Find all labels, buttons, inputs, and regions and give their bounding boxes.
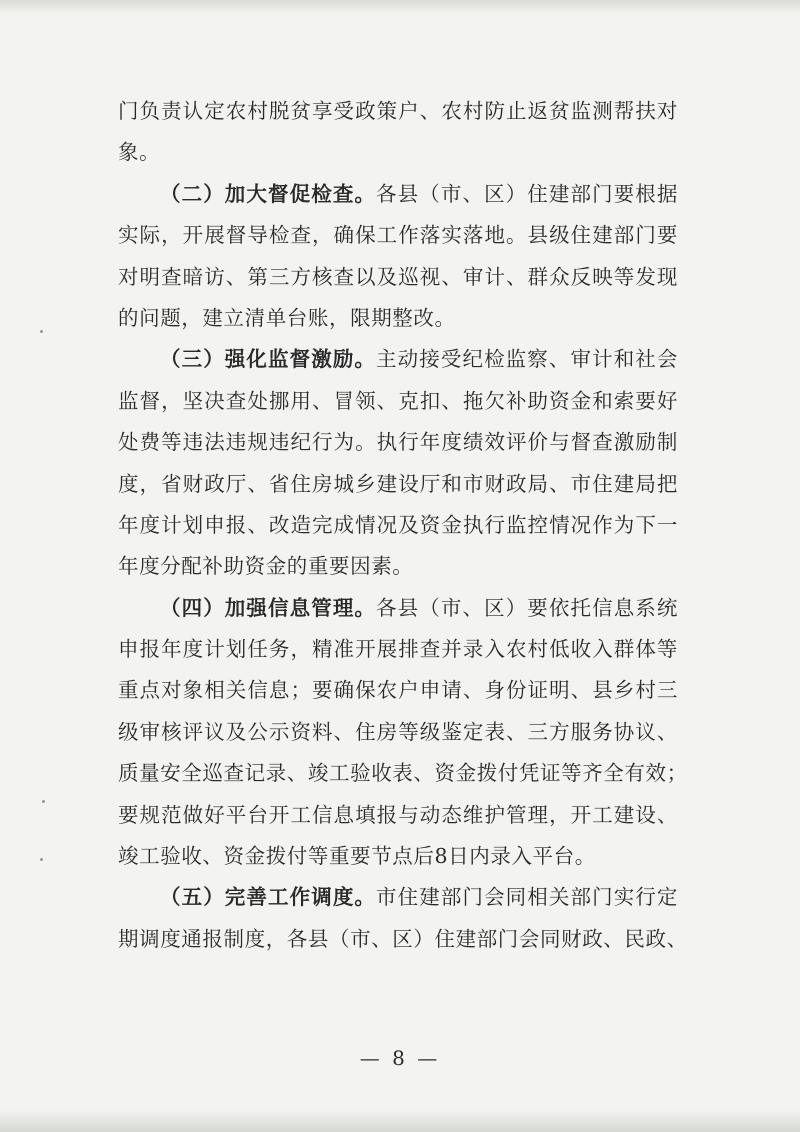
section-heading-line bbox=[118, 882, 678, 912]
section-heading: （四）加强信息管理。 bbox=[160, 595, 377, 620]
body-text-line bbox=[118, 675, 678, 705]
section-heading-line bbox=[118, 593, 678, 623]
section-heading: （二）加大督促检查。 bbox=[160, 181, 377, 206]
body-text-line bbox=[118, 262, 678, 292]
line-text: 申报年度计划任务，精准开展排查并录入农村低收入群体等 bbox=[118, 637, 678, 662]
line-text: 度，省财政厅、省住房城乡建设厅和市财政局、市住建局把 bbox=[118, 471, 678, 496]
section-heading-line bbox=[118, 179, 678, 209]
line-text: 质量安全巡查记录、竣工验收表、资金拨付凭证等齐全有效； bbox=[118, 761, 688, 786]
line-text: 级审核评议及公示资料、住房等级鉴定表、三方服务协议、 bbox=[118, 719, 678, 744]
scan-speck bbox=[40, 858, 43, 861]
body-text-line bbox=[118, 427, 678, 457]
body-text-line bbox=[118, 758, 688, 788]
body-text-line bbox=[118, 469, 678, 499]
line-text: 的问题，建立清单台账，限期整改。 bbox=[118, 305, 456, 330]
section-heading-line bbox=[118, 344, 678, 374]
body-text-line bbox=[118, 220, 678, 250]
line-text: 市住建部门会同相关部门实行定 bbox=[376, 885, 678, 910]
line-text: 各县（市、区）住建部门要根据 bbox=[376, 181, 678, 206]
section-heading: （三）强化监督激励。 bbox=[160, 347, 377, 372]
line-text: 象。 bbox=[118, 140, 161, 165]
scan-bottom-edge bbox=[0, 1110, 800, 1132]
body-text-line bbox=[118, 717, 678, 747]
line-text: 年度分配补助资金的重要因素。 bbox=[118, 554, 414, 579]
body-text-line bbox=[118, 303, 678, 333]
body-text-line bbox=[118, 137, 678, 167]
scan-speck bbox=[40, 330, 43, 333]
body-text-line bbox=[118, 551, 678, 581]
body-text-line bbox=[118, 924, 688, 954]
line-text: 监督，坚决查处挪用、冒领、克扣、拖欠补助资金和索要好 bbox=[118, 388, 678, 413]
section-heading: （五）完善工作调度。 bbox=[160, 885, 377, 910]
line-text: 主动接受纪检监察、审计和社会 bbox=[376, 347, 678, 372]
line-text: 重点对象相关信息；要确保农户申请、身份证明、县乡村三 bbox=[118, 678, 678, 703]
document-body bbox=[118, 96, 688, 965]
body-text-line bbox=[118, 841, 678, 871]
line-text: 要规范做好平台开工信息填报与动态维护管理，开工建设、 bbox=[118, 802, 678, 827]
body-text-line bbox=[118, 386, 678, 416]
body-text-line bbox=[118, 634, 678, 664]
line-text: 期调度通报制度，各县（市、区）住建部门会同财政、民政、 bbox=[118, 926, 688, 951]
scan-top-edge bbox=[0, 0, 800, 14]
body-text-line bbox=[118, 800, 678, 830]
line-text: 年度计划申报、改造完成情况及资金执行监控情况作为下一 bbox=[118, 512, 678, 537]
line-text: 竣工验收、资金拨付等重要节点后8日内录入平台。 bbox=[118, 844, 596, 869]
scan-speck bbox=[42, 800, 45, 803]
body-text-line bbox=[118, 510, 678, 540]
line-text: 对明查暗访、第三方核查以及巡视、审计、群众反映等发现 bbox=[118, 264, 678, 289]
line-text: 实际，开展督导检查，确保工作落实落地。县级住建部门要 bbox=[118, 223, 678, 248]
line-text: 处费等违法违规违纪行为。执行年度绩效评价与督查激励制 bbox=[118, 430, 678, 455]
line-text: 各县（市、区）要依托信息系统 bbox=[376, 595, 678, 620]
page-number: — 8 — bbox=[359, 1046, 441, 1070]
line-text: 门负责认定农村脱贫享受政策户、农村防止返贫监测帮扶对 bbox=[118, 99, 678, 123]
body-text-line bbox=[118, 96, 678, 126]
